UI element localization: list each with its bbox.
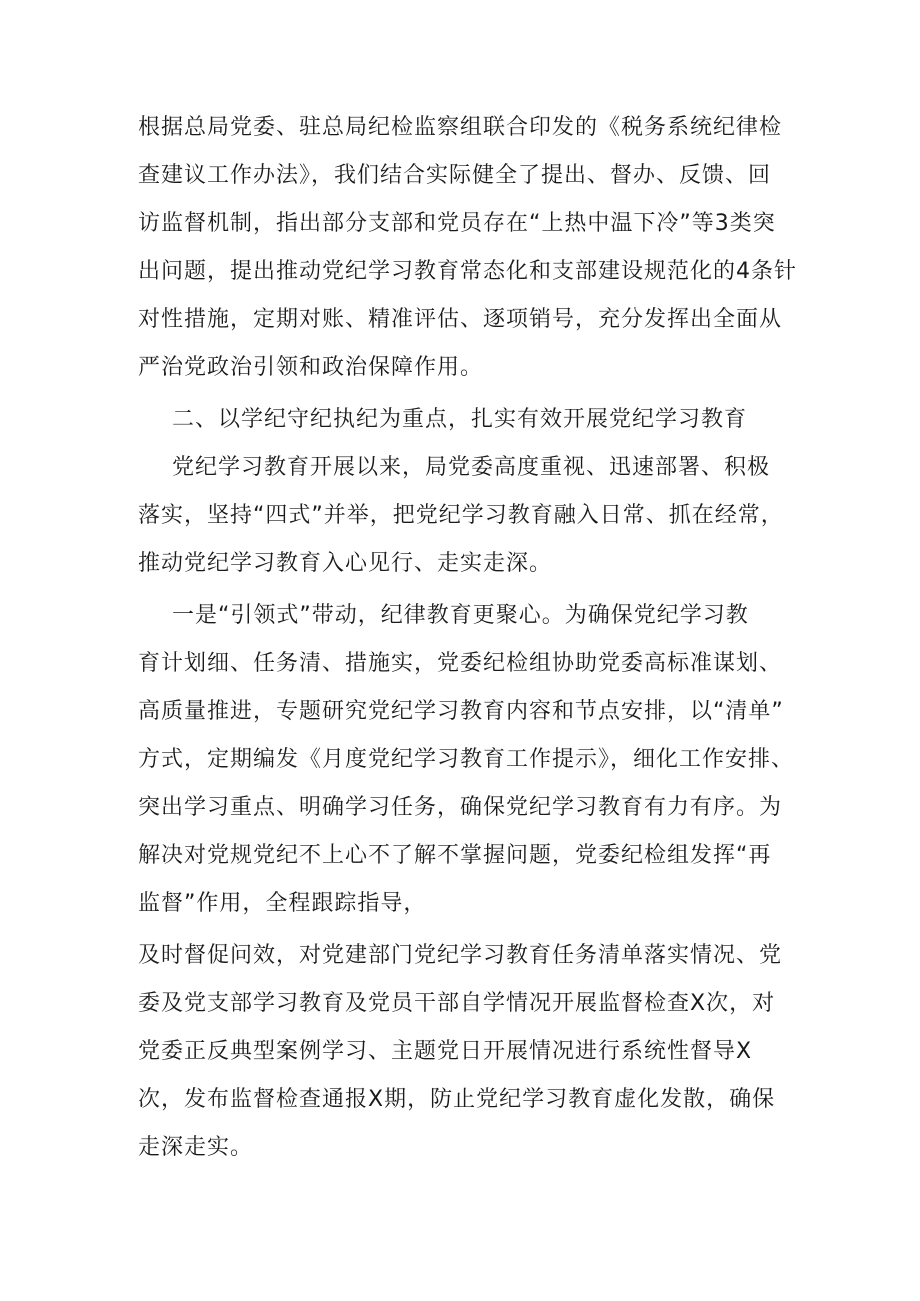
- paragraph-line: 方式，定期编发《月度党纪学习教育工作提示》，细化工作安排、: [138, 747, 795, 772]
- paragraph-line: 党纪学习教育开展以来，局党委高度重视、迅速部署、积极: [172, 455, 771, 480]
- paragraph-line: 党委正反典型案例学习、主题党日开展情况进行系统性督导X: [138, 1039, 753, 1064]
- paragraph-line: 严治党政治引领和政治保障作用。: [138, 355, 484, 380]
- paragraph-line: 及时督促问效，对党建部门党纪学习教育任务清单落实情况、党: [138, 943, 783, 968]
- paragraph-line: 走深走实。: [138, 1135, 254, 1160]
- paragraph-line: 育计划细、任务清、措施实，党委纪检组协助党委高标准谋划、: [138, 651, 783, 676]
- paragraph-line: 解决对党规党纪不上心不了解不掌握问题，党委纪检组发挥“再: [138, 843, 772, 868]
- section-heading: 二、以学纪守纪执纪为重点，扎实有效开展党纪学习教育: [172, 407, 748, 432]
- paragraph-line: 查建议工作办法》，我们结合实际健全了提出、督办、反馈、回: [138, 163, 772, 188]
- paragraph-line: 突出学习重点、明确学习任务，确保党纪学习教育有力有序。为: [138, 795, 783, 820]
- paragraph-line: 次，发布监督检查通报X期，防止党纪学习教育虚化发散，确保: [138, 1087, 776, 1112]
- paragraph-line: 一是“引领式”带动，纪律教育更聚心。为确保党纪学习教: [172, 603, 749, 628]
- paragraph-line: 出问题，提出推动党纪学习教育常态化和支部建设规范化的4条针: [138, 259, 797, 284]
- paragraph-line: 对性措施，定期对账、精准评估、逐项销号，充分发挥出全面从: [138, 307, 783, 332]
- paragraph-line: 委及党支部学习教育及党员干部自学情况开展监督检查X次，对: [138, 991, 776, 1016]
- paragraph-line: 落实，坚持“四式”并举，把党纪学习教育融入日常、抓在经常，: [138, 503, 784, 528]
- paragraph-line: 根据总局党委、驻总局纪检监察组联合印发的《税务系统纪律检: [138, 115, 783, 140]
- paragraph-line: 访监督机制，指出部分支部和党员存在“上热中温下冷”等3类突: [138, 211, 776, 236]
- paragraph-line: 推动党纪学习教育入心见行、走实走深。: [138, 551, 553, 576]
- paragraph-line: 监督”作用，全程跟踪指导，: [138, 891, 427, 916]
- paragraph-line: 高质量推进，专题研究党纪学习教育内容和节点安排，以“清单”: [138, 699, 784, 724]
